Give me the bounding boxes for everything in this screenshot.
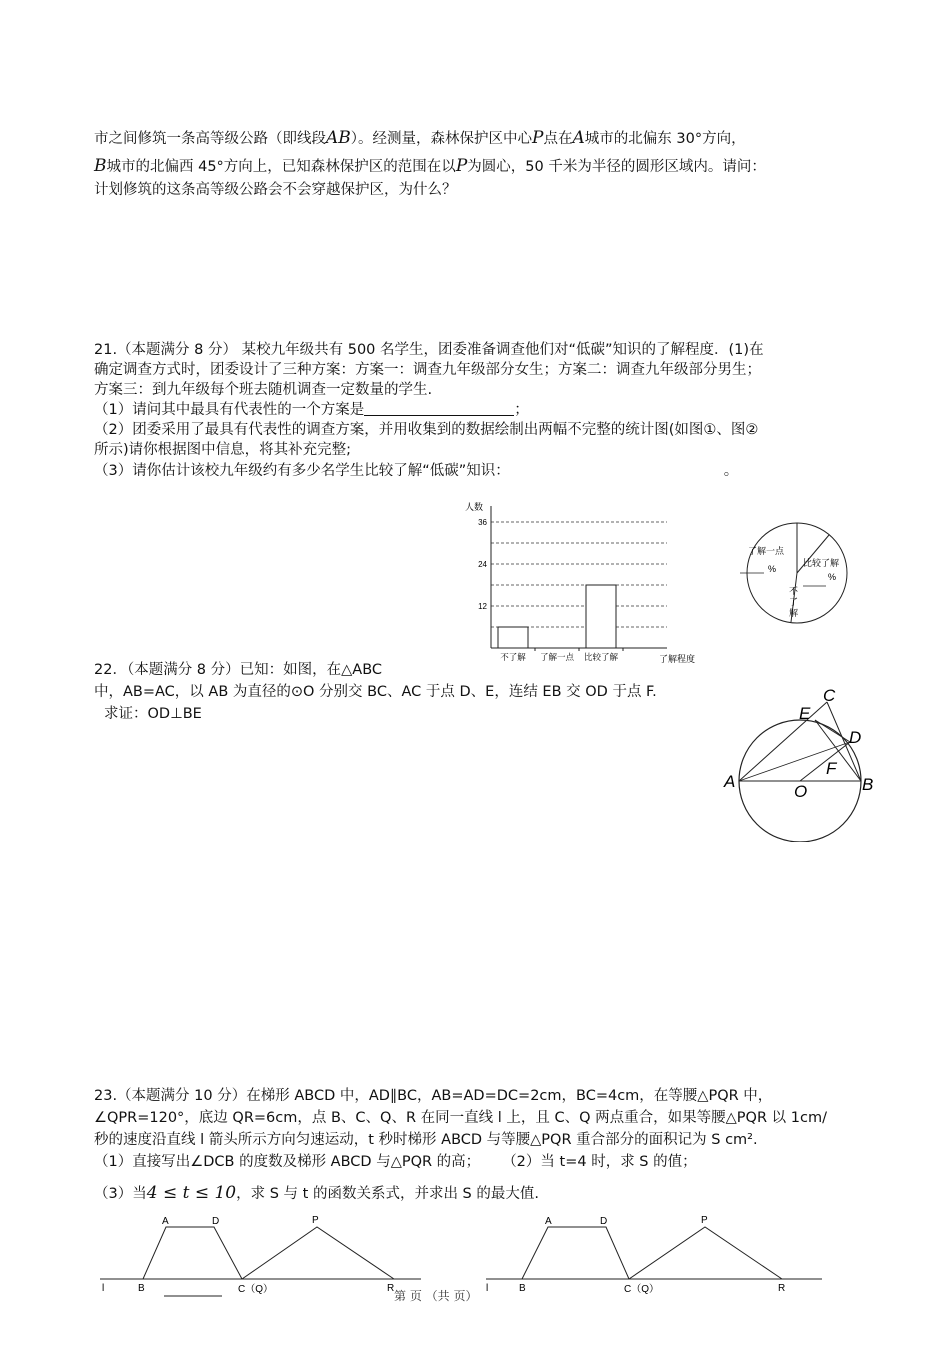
- fig1-label-p: P: [312, 1215, 319, 1226]
- pie-label-1: 了解一点: [748, 546, 785, 556]
- fig1-label-d: D: [212, 1216, 220, 1227]
- ytick-label-1: 24: [478, 560, 487, 569]
- q21-line-7: （3）请你估计该校九年级约有多少名学生比较了解“低碳”知识： 。: [94, 463, 739, 479]
- pie-label-3b: 了: [789, 597, 799, 607]
- fig2-label-p: P: [701, 1215, 708, 1226]
- category-label-0: 不了解: [500, 652, 526, 662]
- q21-line-4: （1）请问其中最具有代表性的一个方案是 ；: [94, 402, 529, 418]
- label-c: C: [823, 686, 836, 705]
- q23-line-2: ∠QPR=120°，底边 QR=6cm，点 B、C、Q、R 在同一直线 l 上，且 C、Q 两点重合，如果等腰△PQR 以 1cm/: [94, 1110, 827, 1126]
- q23-line-4: （1）直接写出∠DCB 的度数及梯形 ABCD 与△PQR 的高； （2）当 t=4 时，求 S 的值；: [94, 1154, 697, 1170]
- trapezoid-abcd: [522, 1227, 629, 1279]
- bar-chart: [455, 496, 715, 666]
- page-footer: 第 页 （共 页）: [394, 1289, 478, 1303]
- trapezoid-figure-1: [96, 1210, 436, 1300]
- fig2-label-b: B: [519, 1283, 526, 1294]
- ytick-label-0: 12: [478, 602, 487, 611]
- pie-pct-1: %: [768, 564, 777, 574]
- q22-line-2: 中，AB=AC，以 AB 为直径的⊙O 分别交 BC、AC 于点 D、E，连结 EB 交 OD 于点 F.: [94, 684, 657, 700]
- segment-od: [800, 742, 850, 781]
- fig1-label-b: B: [138, 1283, 145, 1294]
- segment-ac: [739, 702, 827, 781]
- q20-line-1: 市之间修筑一条高等级公路（即线段AB）。经测量，森林保护区中心P点在A城市的北偏东 30°方向，: [94, 128, 746, 148]
- q21-line-3: 方案三：到九年级每个班去随机调查一定数量的学生.: [94, 382, 433, 398]
- answer-blank[interactable]: [364, 400, 514, 416]
- fig1-label-l: l: [102, 1283, 105, 1294]
- triangle-pqr: [242, 1227, 394, 1279]
- bar-0: [498, 627, 528, 648]
- pie-label-3a: 不: [789, 586, 799, 596]
- pie-pct-2: %: [828, 572, 837, 582]
- pie-label-2: 比较了解: [803, 558, 840, 568]
- bar-2: [586, 585, 616, 648]
- chart-xlabel: 了解程度: [659, 654, 696, 664]
- label-b: B: [862, 775, 874, 794]
- chart-ylabel: 人数: [465, 502, 484, 512]
- q20-line-3: 计划修筑的这条高等级公路会不会穿越保护区，为什么？: [94, 182, 457, 198]
- fig1-label-r: R: [387, 1283, 395, 1294]
- fig1-label-cq: C（Q）: [238, 1284, 273, 1295]
- q23-line-5: （3）当4 ≤ t ≤ 10，求 S 与 t 的函数关系式，并求出 S 的最大值.: [94, 1183, 539, 1203]
- q22-line-3: 求证：OD⊥BE: [104, 706, 202, 722]
- q20-line-2: B城市的北偏西 45°方向上，已知森林保护区的范围在以P为圆心，50 千米为半径的圆形区域内。请问：: [94, 156, 766, 176]
- label-f: F: [826, 759, 837, 778]
- q21-line-6: 所示)请你根据图中信息，将其补充完整;: [94, 442, 352, 458]
- category-label-1: 了解一点: [539, 652, 575, 662]
- q21-line-5: （2）团委采用了最具有代表性的调查方案，并用收集到的数据绘制出两幅不完整的统计图(如图①、图②: [94, 422, 759, 438]
- trapezoid-figure-2: [482, 1210, 827, 1300]
- q21-line-1: 21.（本题满分 8 分） 某校九年级共有 500 名学生，团委准备调查他们对“低碳”知识的了解程度．(1)在: [94, 342, 764, 358]
- q23-line-1: 23.（本题满分 10 分）在梯形 ABCD 中，AD∥BC，AB=AD=DC=2cm，BC=4cm，在等腰△PQR 中，: [94, 1088, 773, 1104]
- label-d: D: [849, 728, 862, 747]
- pie-label-3c: 解: [789, 608, 799, 618]
- label-e: E: [799, 704, 811, 723]
- q23-line-3: 秒的速度沿直线 l 箭头所示方向匀速运动，t 秒时梯形 ABCD 与等腰△PQR 重合部分的面积记为 S cm².: [94, 1132, 758, 1148]
- fig1-label-a: A: [162, 1216, 169, 1227]
- q22-line-1: 22．（本题满分 8 分）已知：如图，在△ABC: [94, 662, 383, 678]
- fig2-label-a: A: [545, 1216, 552, 1227]
- segment-ed: [815, 720, 850, 742]
- fig2-label-d: D: [600, 1216, 608, 1227]
- pie-chart: [726, 520, 876, 630]
- label-o: O: [794, 782, 808, 801]
- ytick-label-2: 36: [478, 518, 487, 527]
- category-label-2: 比较了解: [583, 652, 619, 662]
- circle-figure: [720, 682, 880, 842]
- fig2-label-cq: C（Q）: [624, 1284, 659, 1295]
- label-a: A: [724, 772, 736, 791]
- q21-line-2: 确定调查方式时，团委设计了三种方案：方案一：调查九年级部分女生；方案二：调查九年级部分男生；: [94, 362, 761, 378]
- trapezoid-abcd: [143, 1227, 242, 1279]
- fig2-label-l: l: [486, 1283, 489, 1294]
- fig2-label-r: R: [778, 1283, 786, 1294]
- triangle-pqr: [629, 1227, 782, 1279]
